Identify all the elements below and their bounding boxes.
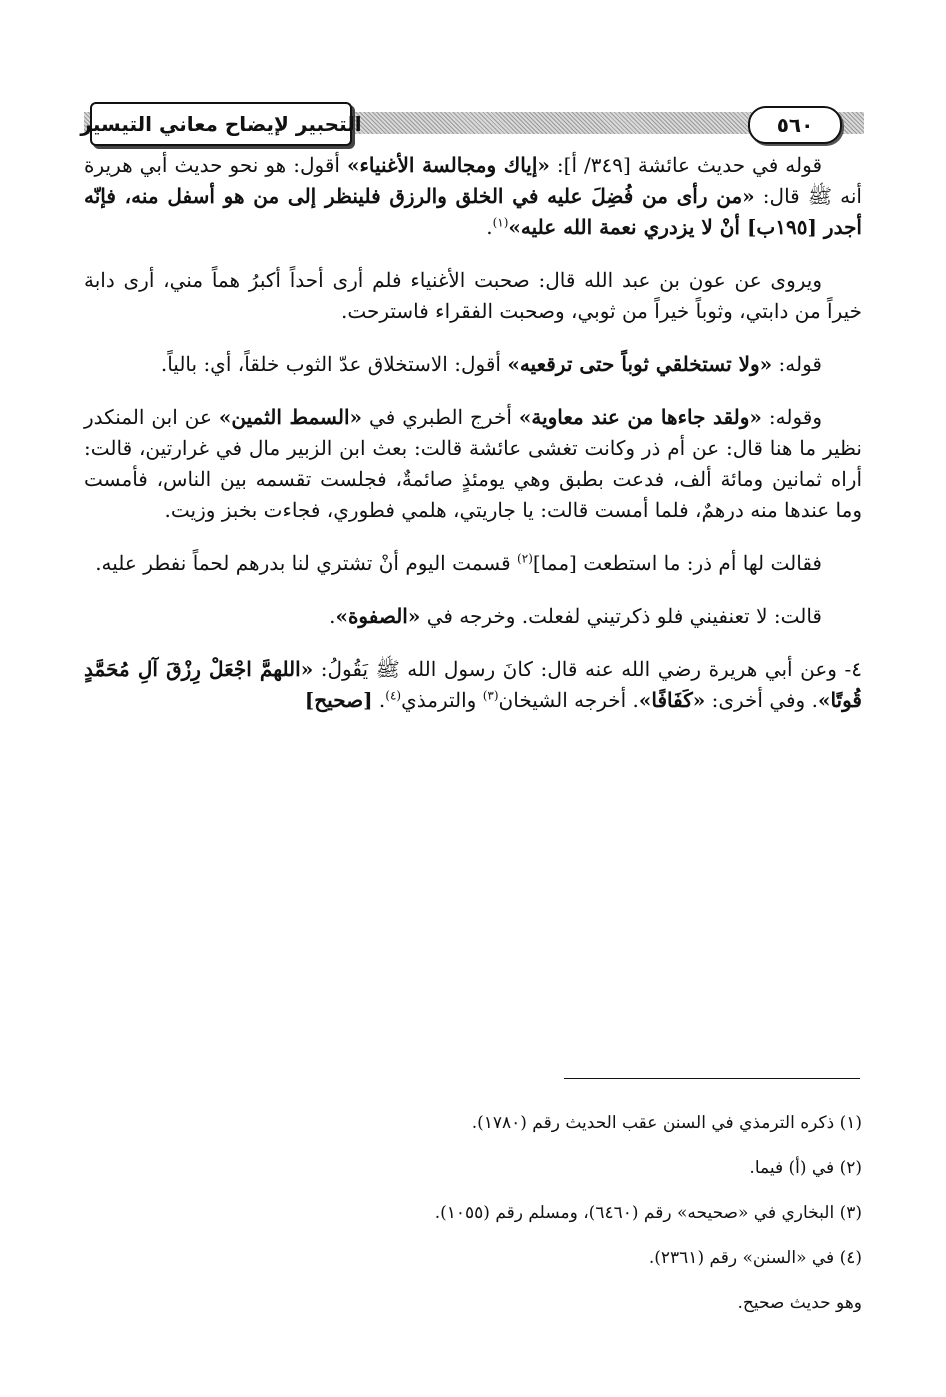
paragraph-5 bbox=[84, 548, 862, 579]
paragraph-text: قوله: bbox=[772, 352, 822, 376]
book-title: التحبير لإيضاح معاني التيسير bbox=[90, 102, 352, 146]
page-number: ٥٦٠ bbox=[748, 106, 842, 144]
paragraph-text: قسمت اليوم أنْ تشتري لنا بدرهم لحماً نفطر عليه. bbox=[95, 551, 518, 575]
paragraph-text: ويروى عن عون بن عبد الله قال: صحبت الأغنياء فلم أرى أحداً أكبرُ هماً مني، أرى دابة خيراً من دابتي، وثوباً خيراً من ثوبي، وصحبت الفقراء فاسترحت. bbox=[84, 268, 862, 323]
paragraph-text: عن ابن المنكدر نظير ما هنا قال: عن أم ذر وكانت تغشى عائشة قالت: بعث ابن الزبير مال في غرارتين، قالت: أراه ثمانين ومائة ألف، فدعت بطبق وهي يومئذٍ صائمةٌ، فجلست تقسمه بين الناس، فأمست وما عندها منه درهمٌ، فلما أمست قالت: يا جاريتي، هلمي فطوري، فجاءت بخبز وزيت. bbox=[84, 405, 862, 522]
paragraph-2 bbox=[84, 265, 862, 327]
paragraph-text: أخرج الطبري في bbox=[362, 405, 519, 429]
hadith-quote: «ولقد جاءها من عند معاوية» bbox=[518, 405, 762, 429]
paragraph-text: . أخرجه الشيخان bbox=[498, 688, 639, 712]
book-reference: «الصفوة» bbox=[335, 604, 421, 628]
footnote-1: (١) ذكره الترمذي في السنن عقب الحديث رقم (١٧٨٠). bbox=[471, 1113, 862, 1133]
paragraph-7 bbox=[84, 654, 862, 716]
paragraph-6 bbox=[84, 601, 862, 632]
footnotes bbox=[84, 1112, 862, 1337]
footnote-ref-3: (٣) bbox=[482, 688, 499, 703]
paragraph-text: . bbox=[372, 688, 386, 712]
paragraph-text: ٤- وعن أبي هريرة رضي الله عنه قال: كانَ رسول الله ﷺ يَقُولُ: bbox=[313, 657, 862, 681]
paragraph-3 bbox=[84, 349, 862, 380]
paragraph-text: فقالت لها أم ذر: ما استطعت [مما] bbox=[532, 551, 822, 575]
paragraph-text: . bbox=[486, 215, 493, 239]
footnote-ref-2: (٢) bbox=[517, 551, 533, 566]
hadith-quote: «إياك ومجالسة الأغنياء» bbox=[346, 153, 550, 177]
footnote-4: (٤) في «السنن» رقم (٢٣٦١). bbox=[648, 1248, 862, 1269]
book-reference: «السمط الثمين» bbox=[218, 405, 363, 429]
paragraph-text: وقوله: bbox=[761, 405, 822, 429]
footnote-ref-1: (١) bbox=[492, 215, 509, 230]
hadith-quote: «كَفَافًا» bbox=[638, 688, 706, 712]
hadith-quote: «اللهمَّ اجْعَلْ رِزْقَ آلِ مُحَمَّدٍ قُوتًا» bbox=[84, 657, 862, 712]
footnote-4-continuation: وهو حديث صحيح. bbox=[737, 1293, 862, 1314]
paragraph-text: قالت: لا تعنفيني فلو ذكرتيني لفعلت. وخرجه في bbox=[420, 604, 822, 628]
footnote-3: (٣) البخاري في «صحيحه» رقم (٦٤٦٠)، ومسلم رقم (١٠٥٥). bbox=[434, 1203, 862, 1224]
hadith-quote: «من رأى من فُضِلَ عليه في الخلق والرزق فلينظر إلى من هو أسفل منه، فإنّه أجدر [١٩٥ب] أنْ لا يزدري نعمة الله عليه» bbox=[84, 184, 862, 239]
paragraph-text: والترمذي bbox=[401, 688, 483, 712]
running-header bbox=[80, 100, 864, 148]
paragraph-text: أقول: الاستخلاق عدّ الثوب خلقاً، أي: بالياً. bbox=[160, 352, 508, 376]
footnote-ref-4: (٤) bbox=[385, 688, 402, 703]
paragraph-1 bbox=[84, 150, 862, 243]
paragraph-text: . وفي أخرى: bbox=[705, 688, 818, 712]
footnote-2: (٢) في (أ) فيما. bbox=[749, 1158, 862, 1179]
paragraph-text: قوله في حديث عائشة [٣٤٩/ أ]: bbox=[549, 153, 823, 177]
paragraph-text: . bbox=[329, 604, 336, 628]
main-text bbox=[84, 150, 862, 738]
paragraph-4 bbox=[84, 402, 862, 526]
hadith-quote: «ولا تستخلقي ثوباً حتى ترقعيه» bbox=[507, 352, 773, 376]
footnote-divider bbox=[564, 1078, 860, 1079]
hadith-grade: [صحيح] bbox=[304, 688, 373, 712]
paragraph-text: أقول: هو نحو حديث أبي هريرة أنه ﷺ قال: bbox=[84, 153, 862, 208]
